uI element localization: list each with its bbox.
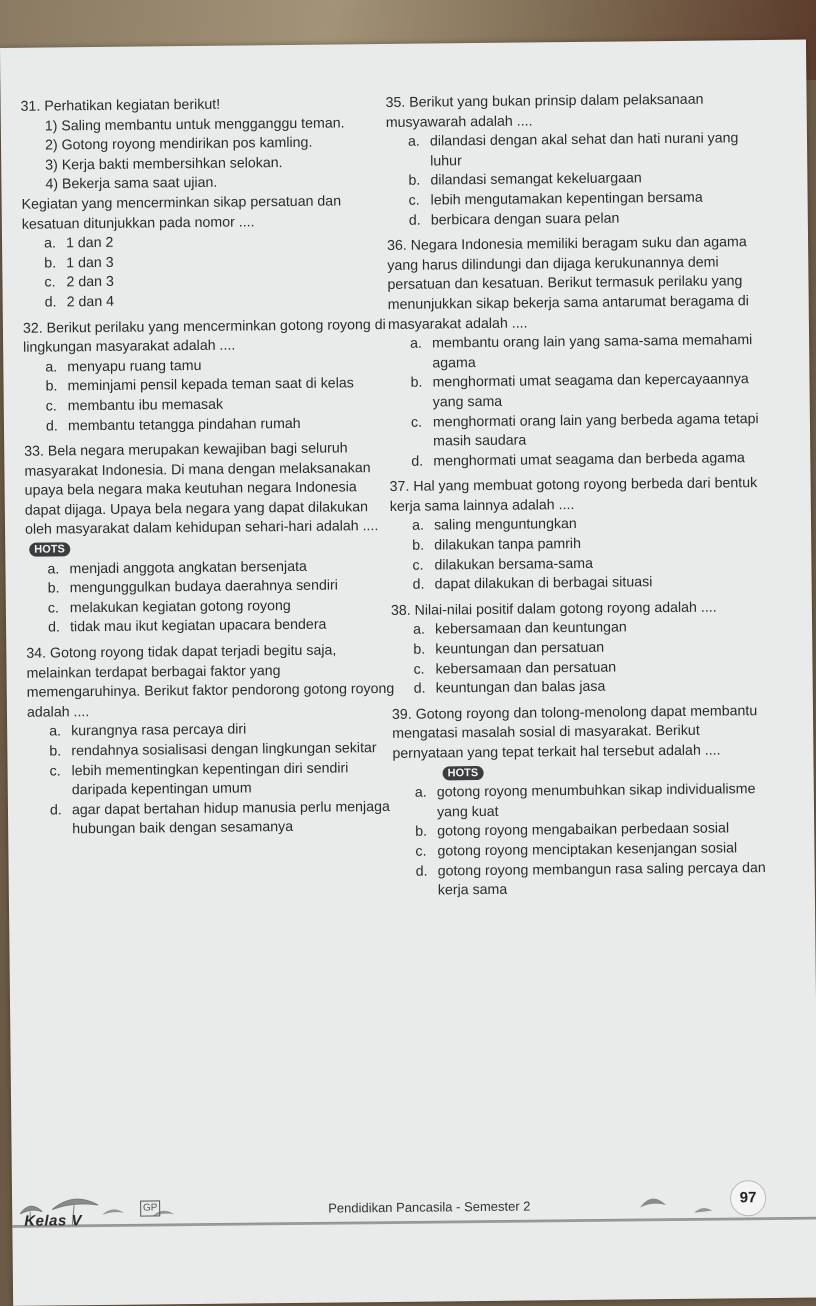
question-stem: 35. Berikut yang bukan prinsip dalam pelaksanaan musyawarah adalah ....	[385, 91, 704, 131]
option-letter: d.	[47, 619, 61, 636]
option-text: rendahnya sosialisasi dengan lingkungan sekitar	[71, 740, 377, 760]
question-38	[391, 598, 767, 700]
option-letter: d.	[408, 212, 421, 229]
right-column	[386, 90, 770, 908]
option-d[interactable]	[391, 572, 766, 596]
option-d[interactable]	[24, 413, 394, 436]
question-text: Kegiatan yang mencerminkan sikap persatuan dan kesatuan ditunjukkan pada nomor ....	[21, 193, 342, 233]
option-text: membantu tetangga pindahan rumah	[67, 415, 301, 434]
book-title: Pendidikan Pancasila - Semester 2	[328, 1198, 531, 1216]
option-letter: a.	[49, 723, 62, 740]
statement-item: 3) Kerja bakti membersihkan selokan.	[45, 154, 283, 174]
statement-item: 1) Saling membantu untuk mengganggu teman.	[44, 114, 345, 135]
option-text: menghormati umat seagama dan berbeda agama	[433, 449, 745, 470]
option-letter: c.	[47, 600, 60, 617]
option-letter: a.	[411, 518, 424, 535]
option-letter: c.	[410, 414, 423, 431]
option-text: keuntungan dan balas jasa	[435, 678, 606, 697]
option-letter: c.	[412, 557, 424, 574]
option-letter: c.	[413, 661, 425, 678]
option-text: menyapu ruang tamu	[67, 357, 202, 376]
option-text: mengunggulkan budaya daerahnya sendiri	[69, 577, 338, 597]
option-letter: c.	[49, 762, 61, 780]
option-text: kurangnya rasa percaya diri	[71, 721, 247, 740]
option-letter: d.	[412, 576, 425, 593]
option-letter: a.	[414, 784, 427, 801]
question-stem: 31. Perhatikan kegiatan berikut!	[20, 96, 221, 115]
option-letter: b.	[412, 537, 425, 554]
option-letter: d.	[411, 453, 424, 470]
option-letter: a.	[407, 133, 420, 150]
option-d[interactable]	[387, 208, 762, 232]
question-36	[387, 233, 764, 472]
textbook-page	[0, 40, 816, 1306]
option-d[interactable]	[23, 290, 393, 313]
option-text: membantu ibu memasak	[67, 396, 224, 415]
option-b[interactable]	[388, 370, 763, 413]
option-text: dilandasi dengan akal sehat dan hati nurani yang luhur	[429, 130, 739, 170]
option-letter: d.	[49, 802, 62, 819]
option-text: menghormati umat seagama dan kepercayaannya yang sama	[432, 371, 749, 411]
option-a[interactable]	[386, 129, 761, 172]
option-text: kebersamaan dan keuntungan	[435, 619, 627, 638]
option-text: dapat dilakukan di berbagai situasi	[434, 574, 653, 593]
option-letter: d.	[44, 294, 57, 311]
option-text: meminjami pensil kepada teman saat di kelas	[67, 375, 354, 395]
question-35	[386, 90, 762, 231]
option-text: lebih mementingkan kepentingan diri sendiri daripada kepentingan umum	[71, 759, 349, 799]
option-letter: d.	[45, 417, 58, 435]
option-letter: a.	[45, 359, 58, 376]
option-text: kebersamaan dan persatuan	[435, 659, 617, 678]
option-text: 2 dan 3	[66, 274, 114, 291]
option-text: gotong royong membangun rasa saling percaya dan kerja sama	[437, 859, 766, 899]
option-text: keuntungan dan persatuan	[435, 639, 605, 658]
option-text: dilakukan bersama-sama	[434, 555, 594, 574]
page-footer	[12, 1179, 816, 1277]
question-31	[21, 94, 393, 313]
option-text: melakukan kegiatan gotong royong	[69, 597, 291, 617]
option-letter: b.	[413, 641, 426, 658]
option-letter: b.	[415, 823, 428, 841]
option-text: 1 dan 3	[66, 254, 114, 272]
option-text: gotong royong menumbuhkan sikap individualisme yang kuat	[436, 781, 756, 821]
option-text: gotong royong menciptakan kesenjangan sosial	[437, 840, 738, 860]
option-a[interactable]	[393, 780, 768, 823]
question-39	[392, 702, 769, 902]
statement-item: 4) Bekerja sama saat ujian.	[45, 175, 218, 193]
publisher-logo: GP	[140, 1200, 160, 1216]
option-text: menghormati orang lain yang berbeda agama tetapi masih saudara	[432, 410, 759, 450]
option-text: berbicara dengan suara pelan	[430, 210, 620, 229]
option-text: 1 dan 2	[65, 234, 114, 252]
question-stem: 32. Berikut perilaku yang mencerminkan gotong royong di lingkungan masyarakat adalah ....	[22, 316, 386, 356]
question-stem-text: 33. Bela negara merupakan kewajiban bagi seluruh masyarakat Indonesia. Di mana dengan melaksanakan upaya bela negara maka keutuhan negara Indonesia dapat dijaga. Upaya bela negara yang dapat dilakukan oleh masyarakat dalam kehidupan sehari-hari adalah ....	[24, 440, 379, 539]
option-c[interactable]	[389, 410, 764, 453]
class-label: Kelas V	[24, 1212, 83, 1230]
option-text: 2 dan 4	[66, 293, 115, 311]
option-text: gotong royong mengabaikan perbedaan sosial	[437, 820, 730, 840]
option-text: menjadi anggota angkatan bersenjata	[69, 558, 307, 577]
question-32	[23, 315, 394, 436]
option-letter: c.	[45, 398, 57, 415]
option-letter: d.	[415, 863, 428, 880]
option-letter: b.	[45, 378, 58, 395]
page-number: 97	[730, 1180, 766, 1216]
question-stem	[24, 439, 395, 560]
question-37	[390, 474, 766, 595]
question-stem: 38. Nilai-nilai positif dalam gotong royong adalah ....	[390, 599, 717, 619]
hots-badge: HOTS	[29, 543, 70, 557]
option-text: tidak mau ikut kegiatan upacara bendera	[69, 617, 327, 636]
statement-item: 2) Gotong royong mendirikan pos kamling.	[44, 134, 313, 154]
hots-badge: HOTS	[443, 766, 484, 780]
option-d[interactable]	[394, 859, 769, 902]
question-stem: 37. Hal yang membuat gotong royong berbeda dari bentuk kerja sama lainnya adalah ....	[389, 475, 758, 515]
option-letter: a.	[43, 235, 56, 252]
option-a[interactable]	[388, 331, 763, 374]
option-letter: c.	[408, 192, 420, 209]
question-stem: 34. Gotong royong tidak dapat terjadi begitu saja, melainkan terdapat berbagai faktor yang memengaruhinya. Berikut faktor pendorong gotong royong adalah ....	[26, 642, 395, 721]
left-column	[21, 94, 399, 847]
option-letter: b.	[47, 580, 60, 597]
option-text: lebih mengutamakan kepentingan bersama	[430, 189, 703, 209]
option-letter: d.	[413, 680, 426, 697]
option-d[interactable]	[389, 449, 764, 473]
question-stem: 39. Gotong royong dan tolong-menolong dapat membantu mengatasi masalah sosial di masyarakat. Berikut pernyataan yang tepat terkait hal tersebut adalah ....	[391, 702, 758, 762]
question-33	[24, 439, 396, 639]
question-stem: 36. Negara Indonesia memiliki beragam suku dan agama yang harus dilindungi dan dijaga kerukunannya demi persatuan dan kesatuan. Berikut termasuk perilaku yang menunjukkan sikap bekerja sama antarumat beragama di masyarakat adalah ....	[387, 234, 749, 333]
option-text: agar dapat bertahan hidup manusia perlu menjaga hubungan baik dengan sesamanya	[71, 798, 390, 838]
option-c[interactable]	[27, 758, 397, 801]
option-letter: a.	[413, 622, 426, 639]
option-text: saling menguntungkan	[433, 516, 577, 534]
option-text: membantu orang lain yang sama-sama memahami agama	[432, 332, 753, 372]
option-letter: b.	[44, 255, 57, 272]
option-letter: b.	[408, 172, 421, 190]
option-letter: a.	[47, 561, 60, 578]
option-letter: b.	[410, 374, 423, 392]
option-text: dilandasi semangat kekeluargaan	[430, 170, 642, 189]
question-34	[26, 641, 398, 841]
option-letter: c.	[44, 274, 56, 291]
option-letter: a.	[410, 335, 423, 352]
option-d[interactable]	[28, 798, 398, 841]
option-d[interactable]	[26, 615, 396, 638]
option-d[interactable]	[392, 676, 767, 700]
option-letter: b.	[49, 743, 62, 760]
option-text: dilakukan tanpa pamrih	[434, 536, 582, 554]
option-letter: c.	[415, 843, 427, 860]
